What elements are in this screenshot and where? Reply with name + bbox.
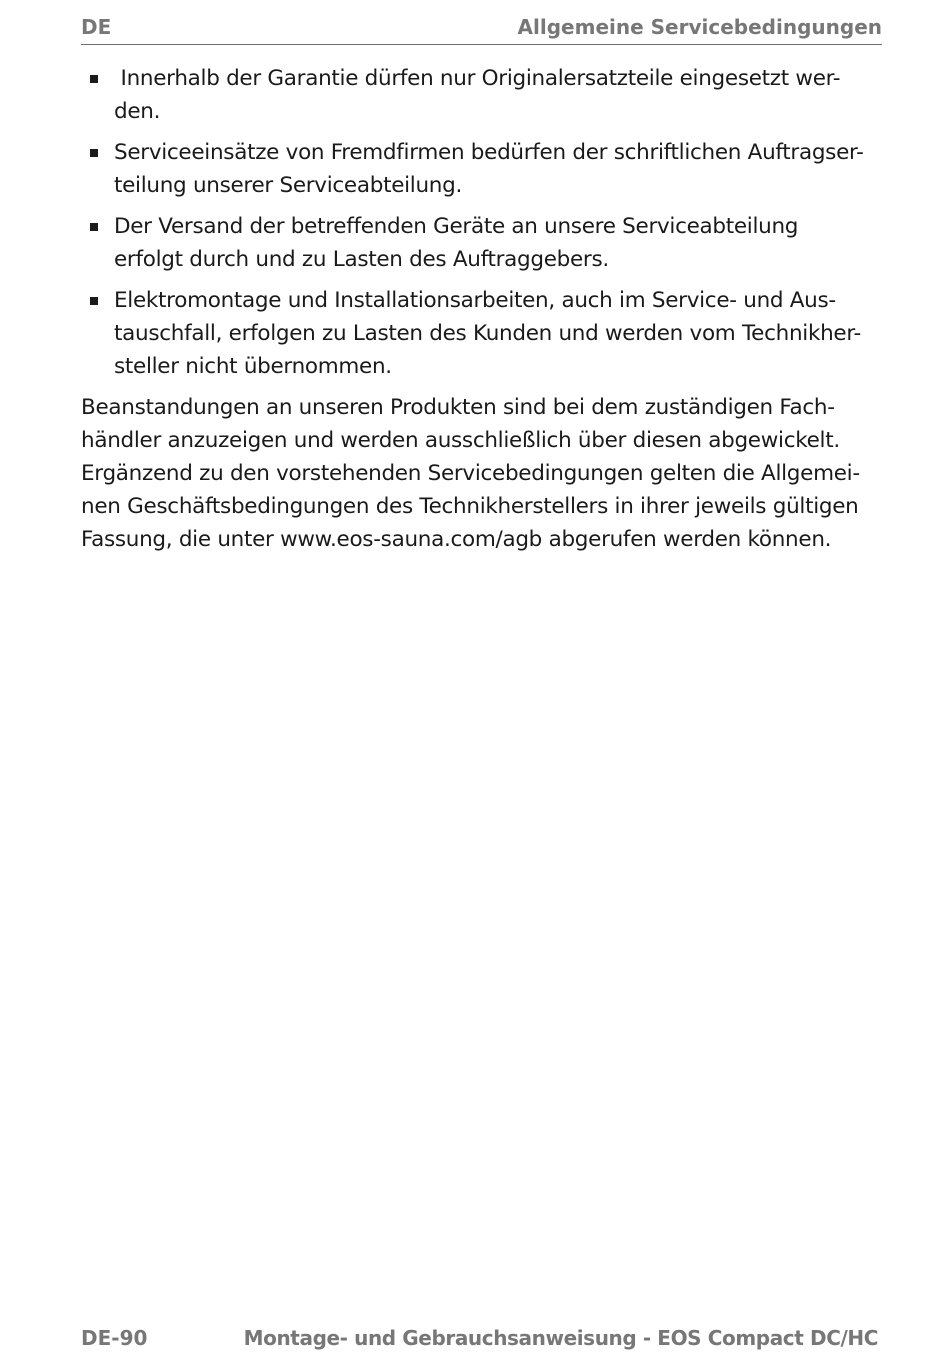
square-bullet-icon	[90, 297, 98, 305]
page-header	[81, 10, 882, 45]
paragraph-line: händler anzuzeigen und werden ausschließlich über diesen abgewickelt.	[81, 428, 840, 453]
list-item	[81, 210, 882, 276]
paragraph-line: Ergänzend zu den vorstehenden Servicebedingungen gelten die Allgemei-	[81, 461, 860, 486]
service-conditions-list	[81, 62, 882, 383]
list-item-line: tauschfall, erfolgen zu Lasten des Kunden und werden vom Technikher-	[114, 321, 861, 346]
list-item-line: Der Versand der betreffenden Geräte an unsere Serviceabteilung	[114, 214, 799, 239]
language-label: DE	[81, 15, 112, 39]
square-bullet-icon	[90, 149, 98, 157]
page-footer	[81, 1326, 882, 1356]
page-number: DE-90	[81, 1326, 148, 1350]
paragraph-line: Beanstandungen an unseren Produkten sind bei dem zuständigen Fach-	[81, 395, 835, 420]
list-item	[81, 284, 882, 383]
list-item-line: Elektromontage und Installationsarbeiten, auch im Service- und Aus-	[114, 288, 836, 313]
list-item-line: Serviceeinsätze von Fremdfirmen bedürfen der schriftlichen Auftragser-	[114, 140, 864, 165]
paragraph-line: Fassung, die unter www.eos-sauna.com/agb abgerufen werden können.	[81, 527, 832, 552]
list-item-line: den.	[114, 99, 161, 124]
paragraph-line: nen Geschäftsbedingungen des Technikherstellers in ihrer jeweils gültigen	[81, 494, 859, 519]
list-item-line: Innerhalb der Garantie dürfen nur Originalersatzteile eingesetzt wer-	[114, 66, 841, 91]
square-bullet-icon	[90, 223, 98, 231]
complaints-paragraph	[81, 391, 882, 556]
list-item	[81, 136, 882, 202]
list-item	[81, 62, 882, 128]
list-item-line: erfolgt durch und zu Lasten des Auftraggebers.	[114, 247, 609, 272]
list-item-line: steller nicht übernommen.	[114, 354, 392, 379]
square-bullet-icon	[90, 75, 98, 83]
main-content	[81, 62, 882, 556]
section-title: Allgemeine Servicebedingungen	[517, 15, 882, 39]
document-title: Montage- und Gebrauchsanweisung - EOS Compact DC/HC	[243, 1326, 878, 1350]
list-item-line: teilung unserer Serviceabteilung.	[114, 173, 463, 198]
